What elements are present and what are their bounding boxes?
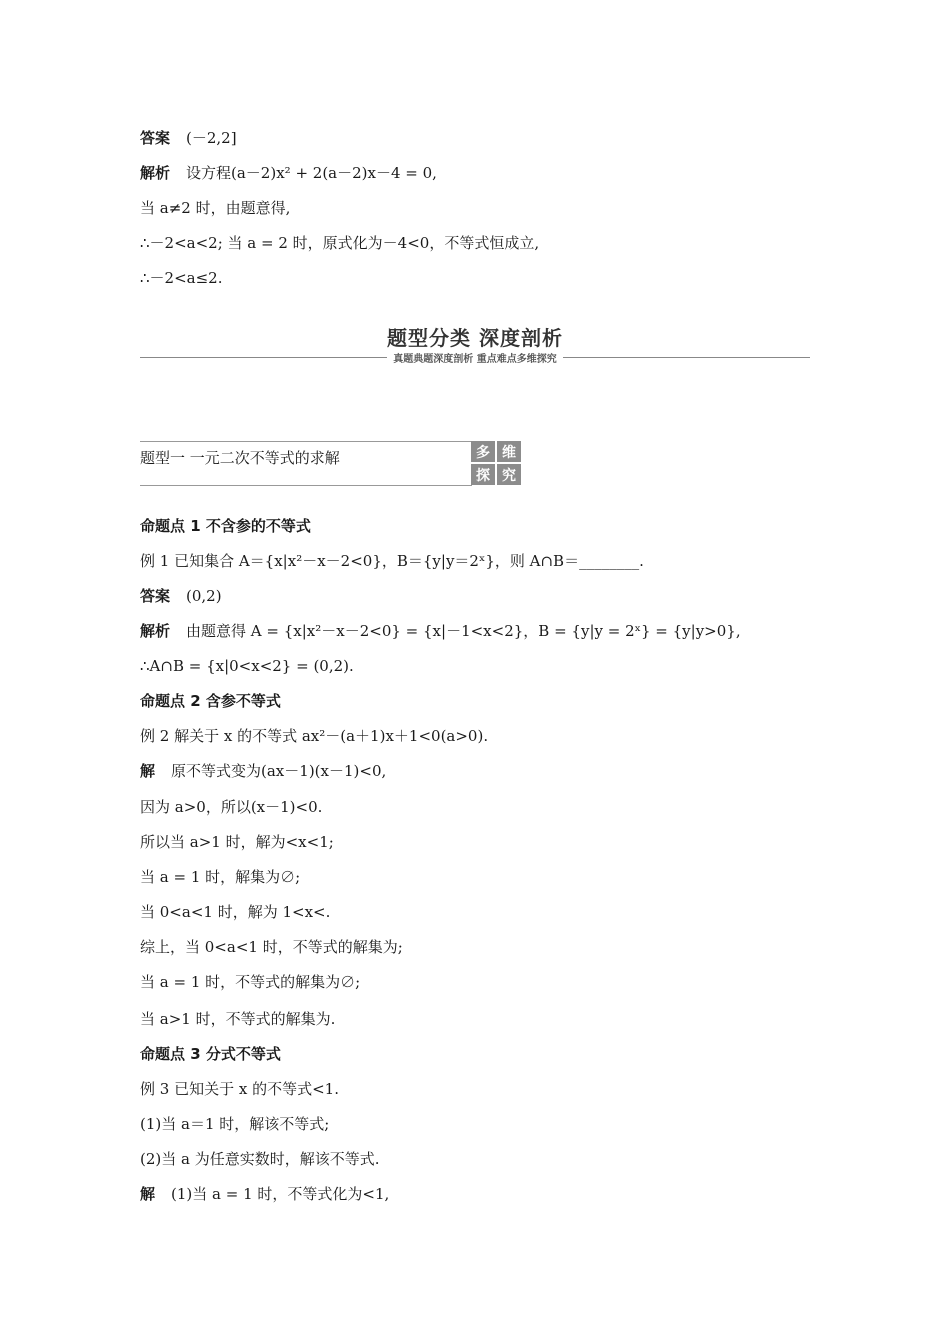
- solve-label: 解: [140, 762, 156, 780]
- answer-value: (0,2): [186, 587, 222, 605]
- text-line: 所以当 a>1 时，解为<x<1;: [140, 833, 334, 851]
- text-line: 当 a>1 时，不等式的解集为.: [140, 1010, 336, 1028]
- answer-value: (－2,2]: [186, 129, 237, 147]
- answer-label: 答案: [140, 129, 171, 147]
- answer-line: [140, 585, 222, 607]
- text-line: ∴－2<a<2; 当 a = 2 时，原式化为－4<0，不等式恒成立,: [140, 234, 540, 252]
- solve-line: [140, 760, 386, 782]
- text-line: 当 0<a<1 时，解为 1<x<.: [140, 903, 331, 921]
- point-heading: 命题点 3 分式不等式: [140, 1045, 281, 1063]
- solve-line: [140, 1183, 389, 1205]
- banner-subtitle: 真题典题深度剖析 重点难点多维探究: [387, 354, 562, 365]
- text-line: ∴A∩B = {x|0<x<2} = (0,2).: [140, 657, 354, 675]
- example-line: 例 2 解关于 x 的不等式 ax²－(a＋1)x＋1<0(a>0).: [140, 727, 489, 745]
- banner-subtitle-wrap: [0, 350, 950, 365]
- example-line: 例 3 已知关于 x 的不等式<1.: [140, 1080, 339, 1098]
- analysis-label: 解析: [140, 164, 171, 182]
- analysis-line: [140, 162, 437, 184]
- tag-char: 探: [471, 464, 495, 485]
- solve-label: 解: [140, 1185, 156, 1203]
- text-line: 当 a = 1 时，不等式的解集为∅;: [140, 973, 361, 991]
- answer-label: 答案: [140, 587, 171, 605]
- text-line: ∴－2<a≤2.: [140, 269, 223, 287]
- banner-title: 题型分类 深度剖析: [387, 326, 563, 350]
- analysis-text: 设方程(a－2)x² + 2(a－2)x－4 = 0,: [186, 164, 437, 182]
- point-heading: 命题点 1 不含参的不等式: [140, 517, 311, 535]
- analysis-text: 由题意得 A = {x|x²－x－2<0} = {x|－1<x<2}，B = {y|y = 2ˣ} = {y|y>0},: [186, 622, 741, 640]
- text-line: 综上，当 0<a<1 时，不等式的解集为;: [140, 938, 403, 956]
- tag-char: 究: [497, 464, 521, 485]
- tag-char: 维: [497, 441, 521, 462]
- text-line: 当 a = 1 时，解集为∅;: [140, 868, 301, 886]
- analysis-label: 解析: [140, 622, 171, 640]
- text-line: 因为 a>0，所以(x－1)<0.: [140, 798, 323, 816]
- question-line: (1)当 a＝1 时，解该不等式;: [140, 1115, 330, 1133]
- solve-text: 原不等式变为(ax－1)(x－1)<0,: [171, 762, 387, 780]
- answer-line: [140, 127, 237, 149]
- question-line: (2)当 a 为任意实数时，解该不等式.: [140, 1150, 380, 1168]
- section-tag: [471, 441, 521, 485]
- section-title: 题型一 一元二次不等式的求解: [140, 449, 340, 467]
- analysis-line: [140, 620, 741, 642]
- example-line: 例 1 已知集合 A＝{x|x²－x－2<0}，B＝{y|y＝2ˣ}，则 A∩B＝________.: [140, 552, 644, 570]
- solve-text: (1)当 a = 1 时，不等式化为<1,: [171, 1185, 390, 1203]
- point-heading: 命题点 2 含参不等式: [140, 692, 281, 710]
- text-line: 当 a≠2 时，由题意得,: [140, 199, 291, 217]
- tag-char: 多: [471, 441, 495, 462]
